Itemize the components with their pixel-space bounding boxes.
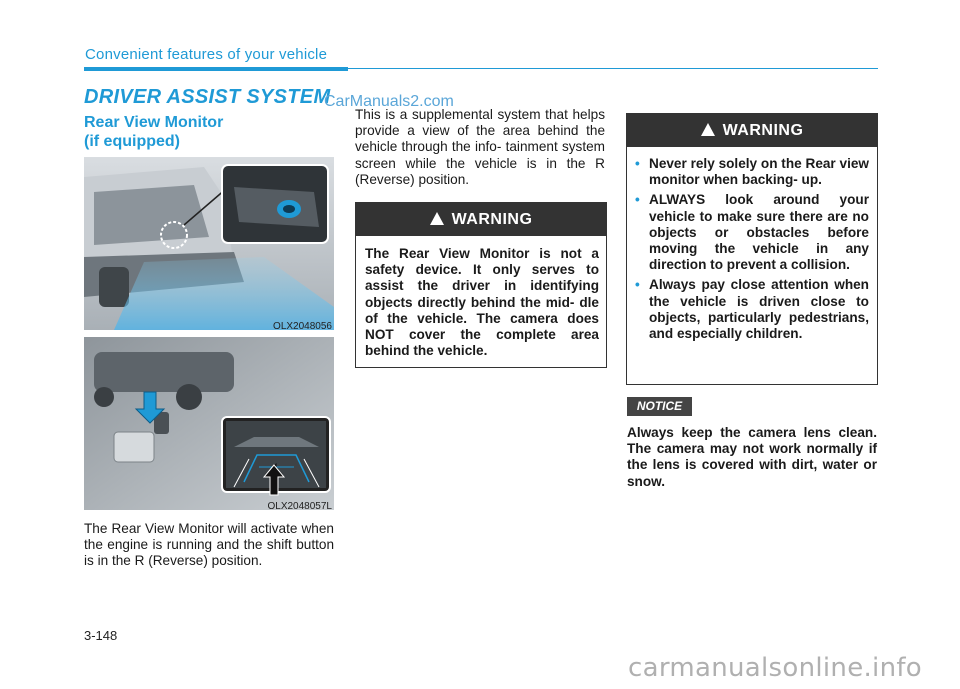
section-title: DRIVER ASSIST SYSTEM bbox=[84, 86, 331, 108]
header-rule-accent bbox=[84, 67, 348, 71]
chapter-title: Convenient features of your vehicle bbox=[85, 46, 328, 63]
description-paragraph: This is a supplemental system that helps provide a view of the area behind the vehicle through the info- tainment system screen while the vehicle is in the R (Reverse) position. bbox=[355, 107, 605, 187]
bullet-icon: • bbox=[635, 192, 640, 208]
console-illustration bbox=[84, 337, 334, 510]
warning-header bbox=[356, 203, 606, 236]
warning-list-item: • ALWAYS look around your vehicle to make sure there are no objects or obstacles before moving the vehicle in any direction to prevent a collision. bbox=[635, 192, 869, 273]
bullet-icon: • bbox=[635, 156, 640, 171]
header-rule bbox=[348, 68, 878, 69]
warning-heading: WARNING bbox=[451, 211, 533, 228]
warning-triangle-icon bbox=[430, 212, 444, 225]
subsection-title-line2: (if equipped) bbox=[84, 133, 180, 150]
activation-paragraph: The Rear View Monitor will activate when the engine is running and the shift button is in the R (Reverse) position. bbox=[84, 521, 334, 569]
watermark-text: CarManuals2.com bbox=[324, 93, 454, 110]
notice-badge: NOTICE bbox=[627, 397, 692, 416]
rear-camera-photo bbox=[84, 157, 334, 330]
footer-watermark: carmanualsonline.info bbox=[628, 653, 923, 683]
warning-box bbox=[626, 113, 878, 385]
warning-triangle-icon bbox=[701, 123, 715, 136]
subsection-title bbox=[84, 113, 334, 151]
image-caption: OLX2048056 bbox=[273, 321, 332, 332]
warning-list-item: • Always pay close attention when the vehicle is driven close to objects, particularly pedestrians, and especially children. bbox=[635, 277, 869, 342]
bullet-icon: • bbox=[635, 277, 640, 293]
notice-text: Always keep the camera lens clean. The camera may not work normally if the lens is covered with dirt, water or snow. bbox=[627, 425, 877, 489]
warning-header bbox=[627, 114, 877, 147]
warning-heading: WARNING bbox=[722, 122, 804, 139]
warning-box bbox=[355, 202, 607, 368]
warning-list-item: • Never rely solely on the Rear view monitor when backing- up. bbox=[635, 156, 869, 188]
page-number: 3-148 bbox=[84, 628, 118, 643]
warning-list bbox=[627, 147, 877, 342]
image-caption: OLX2048057L bbox=[267, 501, 332, 512]
rear-camera-illustration bbox=[84, 157, 334, 330]
console-screen-photo bbox=[84, 337, 334, 510]
subsection-title-line1: Rear View Monitor bbox=[84, 114, 224, 131]
warning-text: The Rear View Monitor is not a safety device. It only serves to assist the driver in identifying objects directly behind the mid- dle of the vehicle. The camera does NOT cover the complete area behind the vehicle. bbox=[365, 246, 599, 359]
